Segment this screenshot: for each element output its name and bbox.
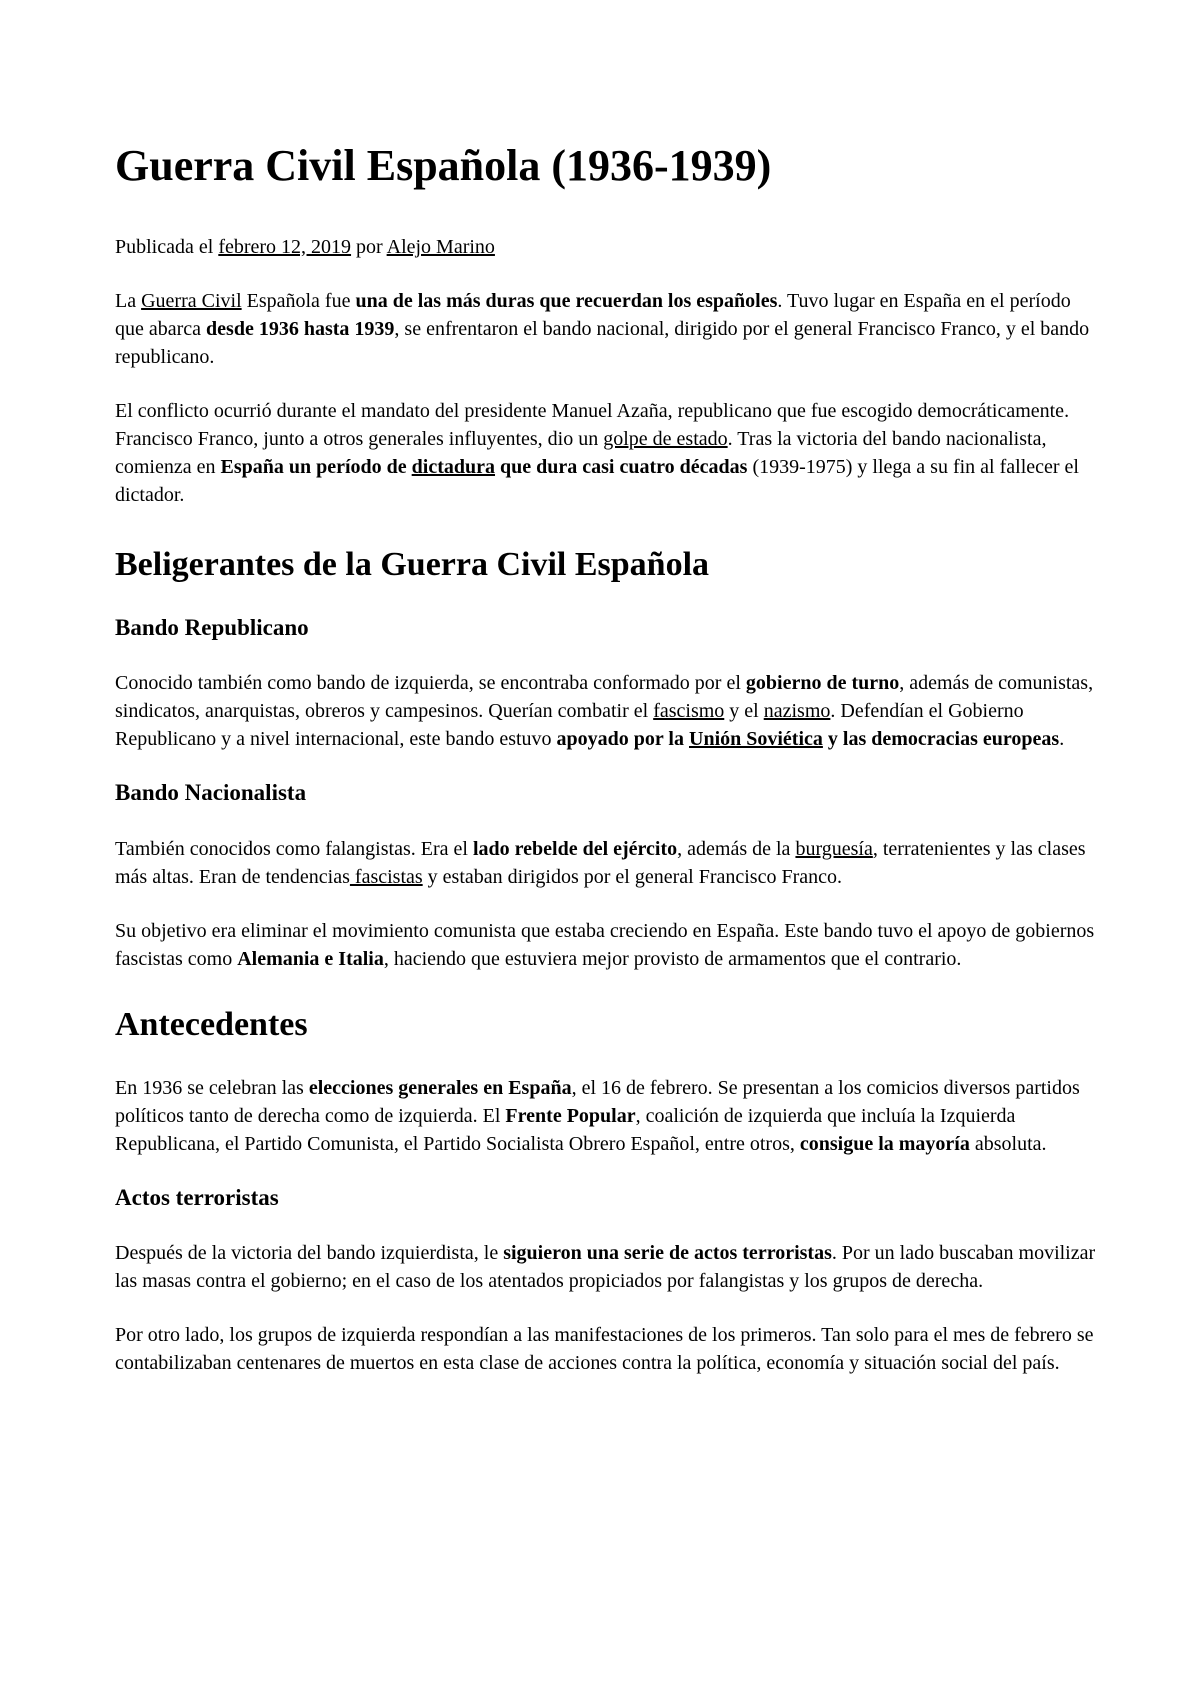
nazismo-link[interactable]: nazismo bbox=[763, 700, 831, 723]
byline bbox=[115, 233, 1100, 261]
nacionalista-paragraph-2: Su objetivo era eliminar el movimiento comunista que estaba creciendo en España. Este bando tuvo el apoyo de gobiernos fascistas como Alemania e Italia, haciendo que estuviera mejor provisto de armamentos que el contrario. bbox=[115, 919, 1095, 970]
republicano-paragraph: Conocido también como bando de izquierda, se encontraba conformado por el gobierno de turno, además de comunistas, sindicatos, anarquistas, obreros y campesinos. Querían combatir el fascismo y el nazismo. Defendían el Gobierno Republicano y a nivel internacional, este bando estuvo apoyado por la Unión Soviética y las democracias europeas. bbox=[115, 672, 1094, 751]
fascismo-link[interactable]: fascismo bbox=[653, 700, 725, 723]
byline-prefix: Publicada el bbox=[115, 235, 214, 258]
byline-by: por bbox=[356, 235, 383, 258]
terroristas-paragraph-2: Por otro lado, los grupos de izquierda respondían a las manifestaciones de los primeros. Tan solo para el mes de febrero se contabilizaban centenares de muertos en esta clase de acciones contra la política, economía y situación social del país. bbox=[115, 1324, 1094, 1375]
subheading-bando-republicano: Bando Republicano bbox=[115, 614, 309, 640]
page-title: Guerra Civil Española (1936-1939) bbox=[115, 141, 772, 190]
fascistas-link[interactable]: fascistas bbox=[349, 865, 423, 888]
author-link[interactable]: Alejo Marino bbox=[386, 235, 495, 258]
nacionalista-paragraph-1: También conocidos como falangistas. Era el lado rebelde del ejército, además de la burguesía, terratenientes y las clases más altas. Eran de tendencias fascistas y estaban dirigidos por el general Francisco Franco. bbox=[115, 837, 1086, 888]
golpe-de-estado-link[interactable]: golpe de estado bbox=[603, 427, 728, 450]
burguesia-link[interactable]: burguesía bbox=[795, 837, 873, 860]
antecedentes-paragraph: En 1936 se celebran las elecciones generales en España, el 16 de febrero. Se presentan a los comicios diversos partidos políticos tanto de derecha como de izquierda. El Frente Popular, coalición de izquierda que incluía la Izquierda Republicana, el Partido Comunista, el Partido Socialista Obrero Español, entre otros, consigue la mayoría absoluta. bbox=[115, 1076, 1080, 1155]
section-heading-beligerantes: Beligerantes de la Guerra Civil Española bbox=[115, 545, 710, 583]
terroristas-paragraph-1: Después de la victoria del bando izquierdista, le siguieron una serie de actos terroristas. Por un lado buscaban movilizar las masas contra el gobierno; en el caso de los atentados propiciados por falangistas y los grupos de derecha. bbox=[115, 1242, 1096, 1293]
guerra-civil-link[interactable]: Guerra Civil bbox=[141, 289, 242, 312]
article bbox=[115, 140, 1100, 1377]
union-sovietica-link[interactable]: Unión Soviética bbox=[689, 728, 823, 751]
intro-paragraph-1: La Guerra Civil Española fue una de las más duras que recuerdan los españoles. Tuvo lugar en España en el período que abarca desde 1936 hasta 1939, se enfrentaron el bando nacional, dirigido por el general Francisco Franco, y el bando republicano. bbox=[115, 289, 1090, 368]
section-heading-antecedentes: Antecedentes bbox=[115, 1005, 308, 1043]
subheading-bando-nacionalista: Bando Nacionalista bbox=[115, 780, 307, 806]
subheading-actos-terroristas: Actos terroristas bbox=[115, 1184, 279, 1210]
intro-paragraph-2: El conflicto ocurrió durante el mandato del presidente Manuel Azaña, republicano que fue escogido democráticamente. Francisco Franco, junto a otros generales influyentes, dio un golpe de estado. Tras la victoria del bando nacionalista, comienza en España un período de dictadura que dura casi cuatro décadas (1939-1975) y llega a su fin al fallecer el dictador. bbox=[115, 399, 1079, 506]
date-link[interactable]: febrero 12, 2019 bbox=[218, 235, 352, 258]
dictadura-link[interactable]: dictadura bbox=[411, 455, 496, 478]
